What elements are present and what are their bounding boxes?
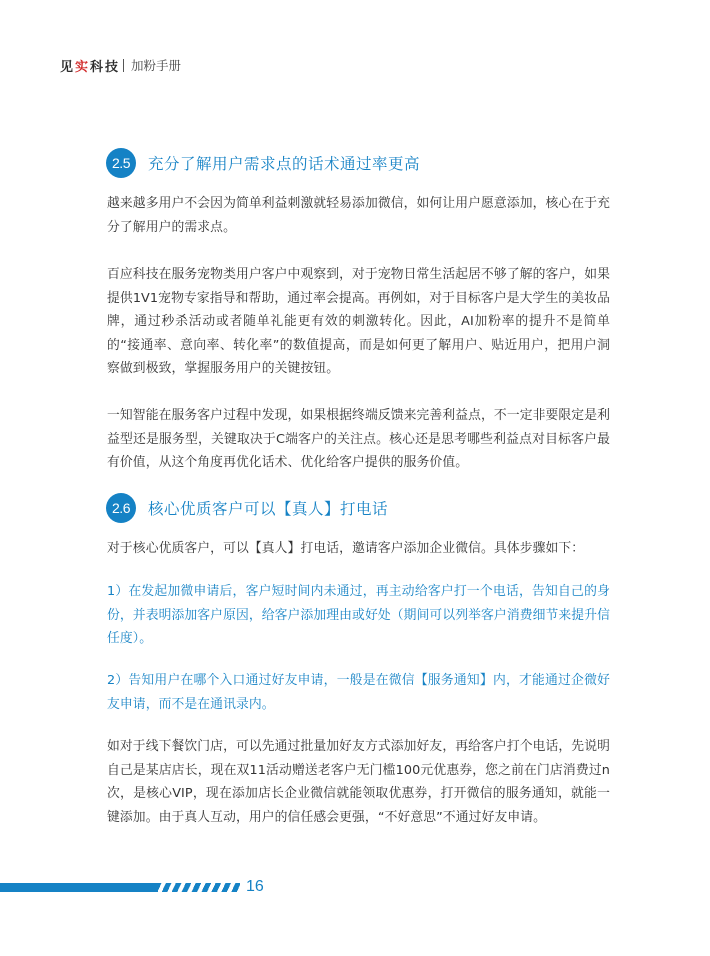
page-header — [60, 55, 181, 75]
brand-char-2: 实 — [75, 59, 91, 75]
section-title: 核心优质客户可以【真人】打电话 — [148, 500, 389, 518]
paragraph: 一知智能在服务客户过程中发现，如果根据终端反馈来完善利益点，不一定非要限定是利益型还是服务型，关键取决于C端客户的关注点。核心还是思考哪些利益点对目标客户最有价值，从这个角度再优化话术、优化给客户提供的服务价值。 — [107, 408, 610, 471]
paragraph: 如对于线下餐饮门店，可以先通过批量加好友方式添加好友，再给客户打个电话，先说明自己是某店店长，现在双11活动赠送老客户无门槛100元优惠券，您之前在门店消费过n次，是核心VIP，现在添加店长企业微信就能领取优惠券，打开微信的服务通知，就能一键添加。由于真人互动，用户的信任感会更强，“不好意思”不通过好友申请。 — [107, 739, 610, 825]
section-title: 充分了解用户需求点的话术通过率更高 — [148, 155, 421, 173]
section-number-badge: 2.5 — [106, 148, 136, 178]
header-subtitle: 加粉手册 — [131, 58, 182, 73]
section-heading-2-5 — [106, 148, 420, 178]
header-divider — [123, 59, 124, 72]
step-1-paragraph: 1）在发起加微申请后，客户短时间内未通过，再主动给客户打一个电话，告知自己的身份，并表明添加客户原因，给客户添加理由或好处（期间可以列举客户消费细节来提升信任度）。 — [107, 584, 610, 647]
step-2-paragraph: 2）告知用户在哪个入口通过好友申请，一般是在微信【服务通知】内，才能通过企微好友申请，而不是在通讯录内。 — [107, 673, 610, 712]
brand-char-3: 科技 — [90, 59, 121, 75]
footer-bar — [0, 883, 158, 892]
page-number: 16 — [246, 878, 264, 895]
paragraph: 越来越多用户不会因为简单利益刺激就轻易添加微信，如何让用户愿意添加，核心在于充分了解用户的需求点。 — [107, 196, 610, 235]
footer-stripes — [156, 883, 240, 892]
paragraph: 对于核心优质客户，可以【真人】打电话，邀请客户添加企业微信。具体步骤如下： — [107, 541, 585, 556]
paragraph: 百应科技在服务宠物类用户客户中观察到，对于宠物日常生活起居不够了解的客户，如果提供1V1宠物专家指导和帮助，通过率会提高。再例如，对于目标客户是大学生的美妆品牌，通过秒杀活动或者随单礼能更有效的刺激转化。因此，AI加粉率的提升不是简单的“接通率、意向率、转化率”的数值提高，而是如何更了解用户、贴近用户，把用户洞察做到极致，掌握服务用户的关键按钮。 — [107, 267, 610, 377]
section-number-badge: 2.6 — [106, 493, 136, 523]
brand-char-1: 见 — [60, 59, 76, 75]
section-heading-2-6 — [106, 493, 388, 523]
brand-logo — [60, 56, 120, 75]
